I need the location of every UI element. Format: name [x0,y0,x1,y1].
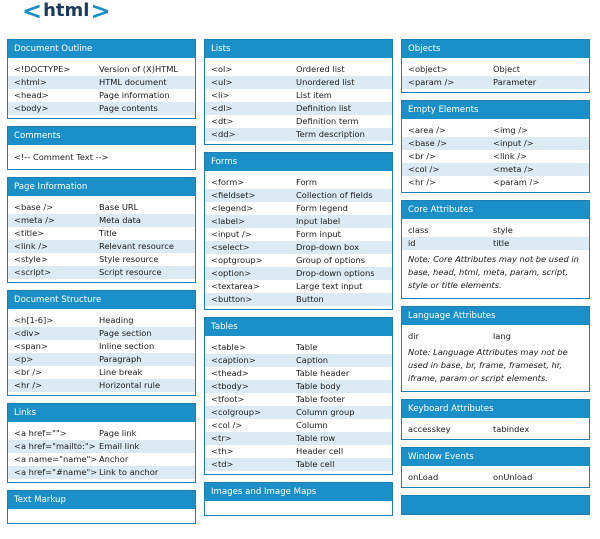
section-title: Images and Image Maps [205,483,392,501]
html-logo [22,0,111,25]
row-term: <tr> [211,433,232,443]
reference-row [8,63,195,76]
row-description: Meta data [99,215,141,225]
row-term: onLoad [408,472,439,482]
column-3 [401,39,590,522]
row-term: <body> [14,103,49,113]
reference-row [8,379,195,392]
section-rows [205,171,392,309]
row-description: Title [99,228,117,238]
reference-row [8,340,195,353]
row-term: <tbody> [211,381,249,391]
row-description: <input /> [493,138,534,148]
reference-row [8,240,195,253]
section-forms [204,152,393,310]
row-description: Version of (X)HTML [99,64,179,74]
row-description: Table [296,342,318,352]
row-term: <br /> [14,367,43,377]
row-description: <img /> [493,125,528,135]
reference-row [8,76,195,89]
section-title: Keyboard Attributes [402,400,589,418]
row-term: <hr /> [14,380,43,390]
section-comments [7,126,196,170]
reference-row [205,280,392,293]
reference-row [8,102,195,115]
row-term: <caption> [211,355,256,365]
row-description: Button [296,294,324,304]
row-term: <base /> [408,138,448,148]
reference-row [402,176,589,189]
section-title: Language Attributes [402,307,589,325]
row-description: HTML document [99,77,167,87]
reference-row [205,293,392,306]
section-title: Tables [205,318,392,336]
reference-row [205,406,392,419]
reference-row [8,327,195,340]
row-description: Definition list [296,103,351,113]
row-description: Unordered list [296,77,355,87]
row-term: <colgroup> [211,407,261,417]
row-term: <script> [14,267,52,277]
row-term: <option> [211,268,252,278]
row-description: Parameter [493,77,537,87]
section-rows [402,219,589,298]
row-description: Table body [296,381,341,391]
reference-row [8,466,195,479]
row-term: <table> [211,342,246,352]
row-description: Anchor [99,454,129,464]
reference-row [205,176,392,189]
row-term: <br /> [408,151,437,161]
section-document-outline [7,39,196,119]
reference-row [205,267,392,280]
row-description: Table cell [296,459,335,469]
reference-row [402,63,589,76]
row-description: Input label [296,216,341,226]
section-links [7,403,196,483]
reference-row [8,201,195,214]
section-images-and-image-maps [204,482,393,516]
row-term: <!DOCTYPE> [14,64,71,74]
section-rows [402,466,589,487]
reference-row [205,128,392,141]
row-description: Group of options [296,255,366,265]
reference-row [205,189,392,202]
section-rows [205,336,392,474]
row-term: <dd> [211,129,236,139]
row-term: <dl> [211,103,233,113]
reference-row [402,237,589,250]
row-description: title [493,238,510,248]
reference-row [402,471,589,484]
reference-row [205,63,392,76]
reference-row [402,163,589,176]
row-term: id [408,238,416,248]
section-title: Links [8,404,195,422]
row-description: tabindex [493,424,530,434]
row-term: <area /> [408,125,446,135]
section-rows [402,58,589,92]
section-core-attributes [401,200,590,299]
row-description: Form input [296,229,341,239]
row-description: Page information [99,90,170,100]
row-term: <textarea> [211,281,260,291]
row-term: <style> [14,254,48,264]
row-term: <button> [211,294,253,304]
row-term: <legend> [211,203,254,213]
row-term: <a href="mailto:"> [14,441,96,451]
row-description: onUnload [493,472,533,482]
row-term: <a href="#name"> [14,467,98,477]
row-description: Drop-down box [296,242,359,252]
reference-row [205,393,392,406]
reference-row [402,124,589,137]
row-term: <hr /> [408,177,437,187]
reference-row [402,330,589,343]
reference-row [402,150,589,163]
row-term: <tfoot> [211,394,245,404]
section-empty-elements [401,100,590,193]
row-term: <th> [211,446,234,456]
reference-row [8,266,195,279]
section-title: Text Markup [8,491,195,509]
reference-row [205,419,392,432]
row-description: Form [296,177,317,187]
row-description: style [493,225,513,235]
row-term: <object> [408,64,448,74]
reference-row [205,76,392,89]
row-term: <param /> [408,77,455,87]
reference-row [205,89,392,102]
section-rows [8,145,195,169]
row-term: <link /> [14,241,49,251]
row-term: class [408,225,429,235]
row-description: Paragraph [99,354,142,364]
section-language-attributes [401,306,590,392]
row-term: <input /> [211,229,252,239]
section-title: Page Information [8,178,195,196]
row-term: <div> [14,328,41,338]
row-description: Definition term [296,116,359,126]
reference-row [8,353,195,366]
row-description: Horizontal rule [99,380,161,390]
reference-row [8,314,195,327]
section-rows [8,58,195,118]
column-2 [204,39,393,523]
section-window-events [401,447,590,488]
row-term: <a name="name"> [14,454,98,464]
row-term: <h[1-6]> [14,315,54,325]
section-rows [8,422,195,482]
section-title: Comments [8,127,195,145]
row-term: <p> [14,354,34,364]
reference-row [8,253,195,266]
row-description: Column group [296,407,355,417]
row-description: Caption [296,355,329,365]
row-term: <td> [211,459,234,469]
reference-row [205,215,392,228]
row-term: <li> [211,90,230,100]
row-description: Table header [296,368,350,378]
reference-row [205,367,392,380]
reference-row [205,458,392,471]
section-note: Note: Core Attributes may not be used in base, head, html, meta, param, script, style or title elements. [408,254,579,290]
row-description: Style resource [99,254,159,264]
reference-row [8,366,195,379]
row-term: <optgroup> [211,255,263,265]
row-description: Page section [99,328,152,338]
row-term: <label> [211,216,245,226]
reference-row [8,89,195,102]
row-description: Header cell [296,446,344,456]
row-description: <meta /> [493,164,534,174]
row-description: Term description [296,129,365,139]
row-description: Page contents [99,103,158,113]
section-document-structure [7,290,196,396]
reference-row [205,341,392,354]
logo-open-bracket: < [22,0,43,25]
row-term: <col /> [408,164,440,174]
comment-syntax: <!-- Comment Text --> [14,152,109,162]
reference-row [205,380,392,393]
section-title: Objects [402,40,589,58]
reference-row [402,423,589,436]
section-note: Note: Language Attributes may not be used in base, br, frame, frameset, hr, iframe, param or script elements. [408,347,568,383]
section-title: Document Structure [8,291,195,309]
section-rows [402,418,589,439]
reference-row [205,254,392,267]
row-term: <ol> [211,64,233,74]
row-description: Table footer [296,394,345,404]
section-title: Core Attributes [402,201,589,219]
section-tables [204,317,393,475]
logo-word: html [43,0,90,21]
reference-row [8,453,195,466]
row-description: Form legend [296,203,348,213]
row-term: <head> [14,90,49,100]
row-description: Table row [296,433,336,443]
section-title: Document Outline [8,40,195,58]
section-text-markup [7,490,196,524]
row-term: dir [408,331,419,341]
attribute-rows [402,330,589,343]
section-title: Empty Elements [402,101,589,119]
reference-row [205,241,392,254]
row-description: Collection of fields [296,190,373,200]
row-description: Large text input [296,281,363,291]
reference-row [402,76,589,89]
row-term: <base /> [14,202,54,212]
reference-row [8,227,195,240]
section-rows [8,309,195,395]
section-keyboard-attributes [401,399,590,440]
row-description: Page link [99,428,137,438]
row-term: accesskey [408,424,451,434]
logo-close-bracket: > [90,0,111,25]
section-title: Forms [205,153,392,171]
row-description: Inline section [99,341,155,351]
reference-row [205,115,392,128]
reference-row [205,432,392,445]
row-description: <link /> [493,151,528,161]
row-description: Drop-down options [296,268,375,278]
section-page-information [7,177,196,283]
row-description: Relevant resource [99,241,174,251]
row-term: <ul> [211,77,233,87]
row-description: Column [296,420,328,430]
reference-row [8,427,195,440]
row-term: <col /> [211,420,243,430]
reference-row [8,214,195,227]
section-rows [8,196,195,282]
row-description: Heading [99,315,134,325]
row-description: Base URL [99,202,139,212]
row-term: <form> [211,177,245,187]
column-1 [7,39,196,531]
section-rows [402,119,589,192]
section-next [401,495,590,515]
row-term: <span> [14,341,48,351]
reference-row [402,224,589,237]
section-rows [205,58,392,144]
row-description: Email link [99,441,140,451]
row-description: Object [493,64,521,74]
row-description: lang [493,331,511,341]
row-term: <select> [211,242,250,252]
row-description: Link to anchor [99,467,159,477]
row-description: List item [296,90,332,100]
reference-row [205,445,392,458]
reference-row [402,137,589,150]
row-description: Script resource [99,267,162,277]
reference-row [205,102,392,115]
section-lists [204,39,393,145]
row-term: <html> [14,77,47,87]
row-term: <dt> [211,116,234,126]
row-term: <title> [14,228,45,238]
row-term: <thead> [211,368,249,378]
section-title: Window Events [402,448,589,466]
attribute-rows [402,224,589,250]
section-rows [402,325,589,391]
row-term: <meta /> [14,215,55,225]
reference-row [205,202,392,215]
row-description: Ordered list [296,64,345,74]
row-description: <param /> [493,177,540,187]
reference-row [205,228,392,241]
reference-row [8,440,195,453]
row-term: <fieldset> [211,190,256,200]
section-title: Lists [205,40,392,58]
row-term: <a href=""> [14,428,67,438]
section-objects [401,39,590,93]
reference-row [205,354,392,367]
row-description: Line break [99,367,143,377]
